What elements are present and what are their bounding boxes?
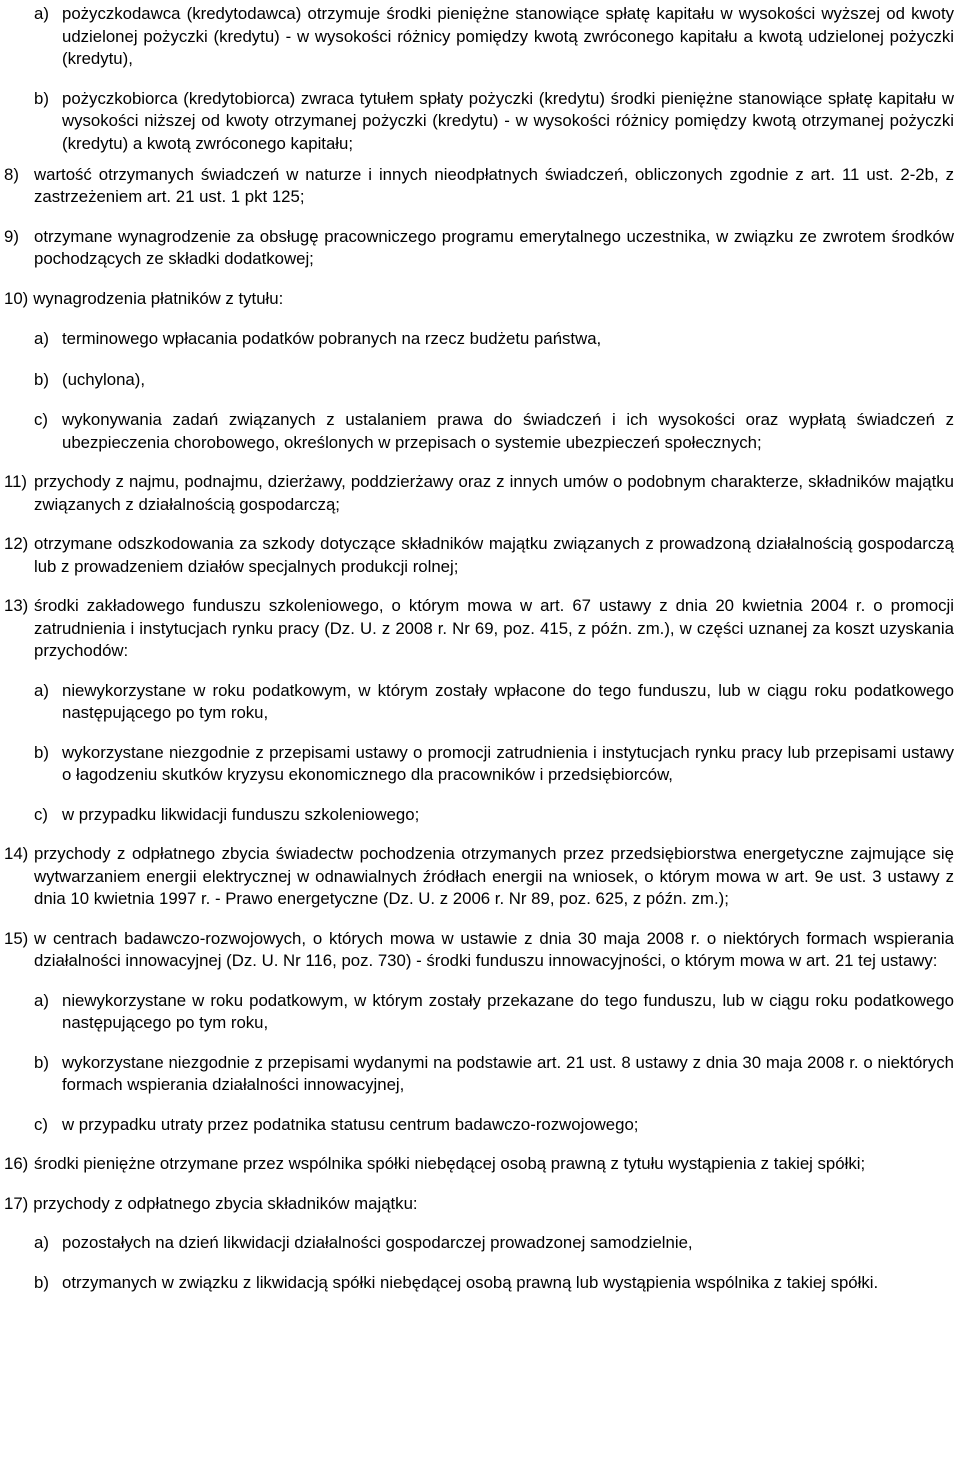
item-marker: c) <box>34 410 48 429</box>
item-text: w centrach badawczo-rozwojowych, o których mowa w ustawie z dnia 30 maja 2008 r. o niektórych formach wspierania działalności innowacyjnej (Dz. U. Nr 116, poz. 730) - środki funduszu innowacyjności, o którym mowa w art. 21 tej ustawy: <box>34 928 954 970</box>
item-marker: 10) <box>4 288 29 308</box>
list-item <box>4 533 954 578</box>
list-item <box>34 990 954 1035</box>
list-item <box>4 595 954 663</box>
item-text: wykorzystane niezgodnie z przepisami wydanymi na podstawie art. 21 ust. 8 ustawy z dnia 30 maja 2008 r. o niektórych formach wspierania działalności innowacyjnej, <box>62 1052 954 1094</box>
item-text: wartość otrzymanych świadczeń w naturze i innych nieodpłatnych świadczeń, obliczonych zgodnie z art. 11 ust. 2-2b, z zastrzeżeniem art. 21 ust. 1 pkt 125; <box>34 164 954 206</box>
item-text: niewykorzystane w roku podatkowym, w którym zostały przekazane do tego funduszu, lub w ciągu roku podatkowego następującego po tym roku, <box>62 990 954 1032</box>
item-text: (uchylona), <box>62 369 146 389</box>
list-item <box>34 3 954 71</box>
list-item <box>34 1114 954 1137</box>
item-marker: b) <box>34 1052 49 1072</box>
item-text: środki zakładowego funduszu szkoleniowego, o którym mowa w art. 67 ustawy z dnia 20 kwietnia 2004 r. o promocji zatrudnienia i instytucjach rynku pracy (Dz. U. z 2008 r. Nr 69, poz. 415, z późn. zm.), w części uznanej za koszt uzyskania przychodów: <box>34 596 954 660</box>
list-item <box>34 680 954 725</box>
list-item <box>34 1052 954 1097</box>
item-text: pożyczkobiorca (kredytobiorca) zwraca tytułem spłaty pożyczki (kredytu) środki pieniężne stanowiące spłatę kapitału w wysokości niższej od kwoty otrzymanej pożyczki (kredytu) - w wysokości różnicy pomiędzy kwotą otrzymanej pożyczki (kredytu) a kwotą zwróconego kapitału; <box>62 88 954 153</box>
item-marker: 8) <box>4 164 19 184</box>
item-text: przychody z najmu, podnajmu, dzierżawy, poddzierżawy oraz z innych umów o podobnym charakterze, składników majątku związanych z działalnością gospodarczą; <box>34 472 954 514</box>
item-text: niewykorzystane w roku podatkowym, w którym zostały wpłacone do tego funduszu, lub w ciągu roku podatkowego następującego po tym roku, <box>62 680 954 722</box>
item-text: w przypadku utraty przez podatnika statusu centrum badawczo-rozwojowego; <box>62 1114 639 1134</box>
list-item <box>4 471 954 516</box>
item-text: pożyczkodawca (kredytodawca) otrzymuje środki pieniężne stanowiące spłatę kapitału w wysokości wyższej od kwoty udzielonej pożyczki (kredytu) - w wysokości różnicy pomiędzy kwotą zwróconego kapitału a kwotą udzielonej pożyczki (kredytu), <box>62 4 954 68</box>
item-text: wynagrodzenia płatników z tytułu: <box>33 288 284 308</box>
item-text: przychody z odpłatnego zbycia składników majątku: <box>33 1193 418 1213</box>
item-marker: a) <box>34 680 49 700</box>
item-marker: 9) <box>4 226 19 246</box>
item-text: przychody z odpłatnego zbycia świadectw pochodzenia otrzymanych przez przedsiębiorstwa energetyczne zajmujące się wytwarzaniem energii elektrycznej w odnawialnych źródłach energii na wniosek, o którym mowa w art. 9e ust. 3 ustawy z dnia 10 kwietnia 1997 r. - Prawo energetyczne (Dz. U. z 2006 r. Nr 89, poz. 625, z późn. zm.); <box>34 844 954 908</box>
item-text: otrzymane wynagrodzenie za obsługę pracowniczego programu emerytalnego uczestnika, w związku ze zwrotem środków pochodzących ze składki dodatkowej; <box>34 226 954 268</box>
list-item <box>34 1272 954 1295</box>
item-marker: c) <box>34 804 48 824</box>
item-marker: 17) <box>4 1193 29 1213</box>
list-item <box>4 843 954 911</box>
item-marker: c) <box>34 1114 48 1134</box>
item-marker: 13) <box>4 596 29 615</box>
item-marker: b) <box>34 88 49 108</box>
list-item <box>4 1193 954 1216</box>
item-marker: b) <box>34 369 49 389</box>
list-item <box>34 369 954 392</box>
list-item <box>4 226 954 271</box>
item-text: otrzymanych w związku z likwidacją spółki niebędącej osobą prawną lub wystąpienia wspólnika z takiej spółki. <box>62 1272 879 1292</box>
list-item <box>34 804 954 827</box>
item-text: otrzymane odszkodowania za szkody dotyczące składników majątku związanych z prowadzoną działalnością gospodarczą lub z prowadzeniem działów specjalnych produkcji rolnej; <box>34 534 954 576</box>
item-text: terminowego wpłacania podatków pobranych na rzecz budżetu państwa, <box>62 329 602 348</box>
list-item <box>34 1232 954 1255</box>
list-item <box>34 742 954 787</box>
list-item <box>4 288 954 311</box>
item-text: w przypadku likwidacji funduszu szkoleniowego; <box>62 804 420 824</box>
item-marker: b) <box>34 1272 49 1292</box>
item-marker: a) <box>34 990 49 1010</box>
list-item <box>4 928 954 973</box>
item-marker: a) <box>34 1233 49 1252</box>
item-marker: a) <box>34 4 49 23</box>
item-marker: 12) <box>4 534 29 553</box>
item-text: wykorzystane niezgodnie z przepisami ustawy o promocji zatrudnienia i instytucjach rynku pracy lub przepisami ustawy o łagodzeniu skutków kryzysu ekonomicznego dla pracowników i przedsiębiorców, <box>62 742 954 784</box>
item-marker: a) <box>34 329 49 348</box>
list-item <box>34 328 954 351</box>
item-text: środki pieniężne otrzymane przez wspólnika spółki niebędącej osobą prawną z tytułu wystąpienia z takiej spółki; <box>34 1154 866 1173</box>
item-text: pozostałych na dzień likwidacji działalności gospodarczej prowadzonej samodzielnie, <box>62 1233 693 1252</box>
item-marker: 15) <box>4 928 29 948</box>
item-marker: 16) <box>4 1154 29 1173</box>
list-item <box>4 1153 954 1176</box>
item-marker: 11) <box>4 472 28 491</box>
item-marker: 14) <box>4 844 29 863</box>
item-text: wykonywania zadań związanych z ustalaniem prawa do świadczeń i ich wysokości oraz wypłatą świadczeń z ubezpieczenia chorobowego, określonych w przepisach o systemie ubezpieczeń społecznych; <box>62 410 954 452</box>
list-item <box>34 88 954 156</box>
list-item <box>4 164 954 209</box>
list-item <box>34 409 954 454</box>
item-marker: b) <box>34 742 49 762</box>
